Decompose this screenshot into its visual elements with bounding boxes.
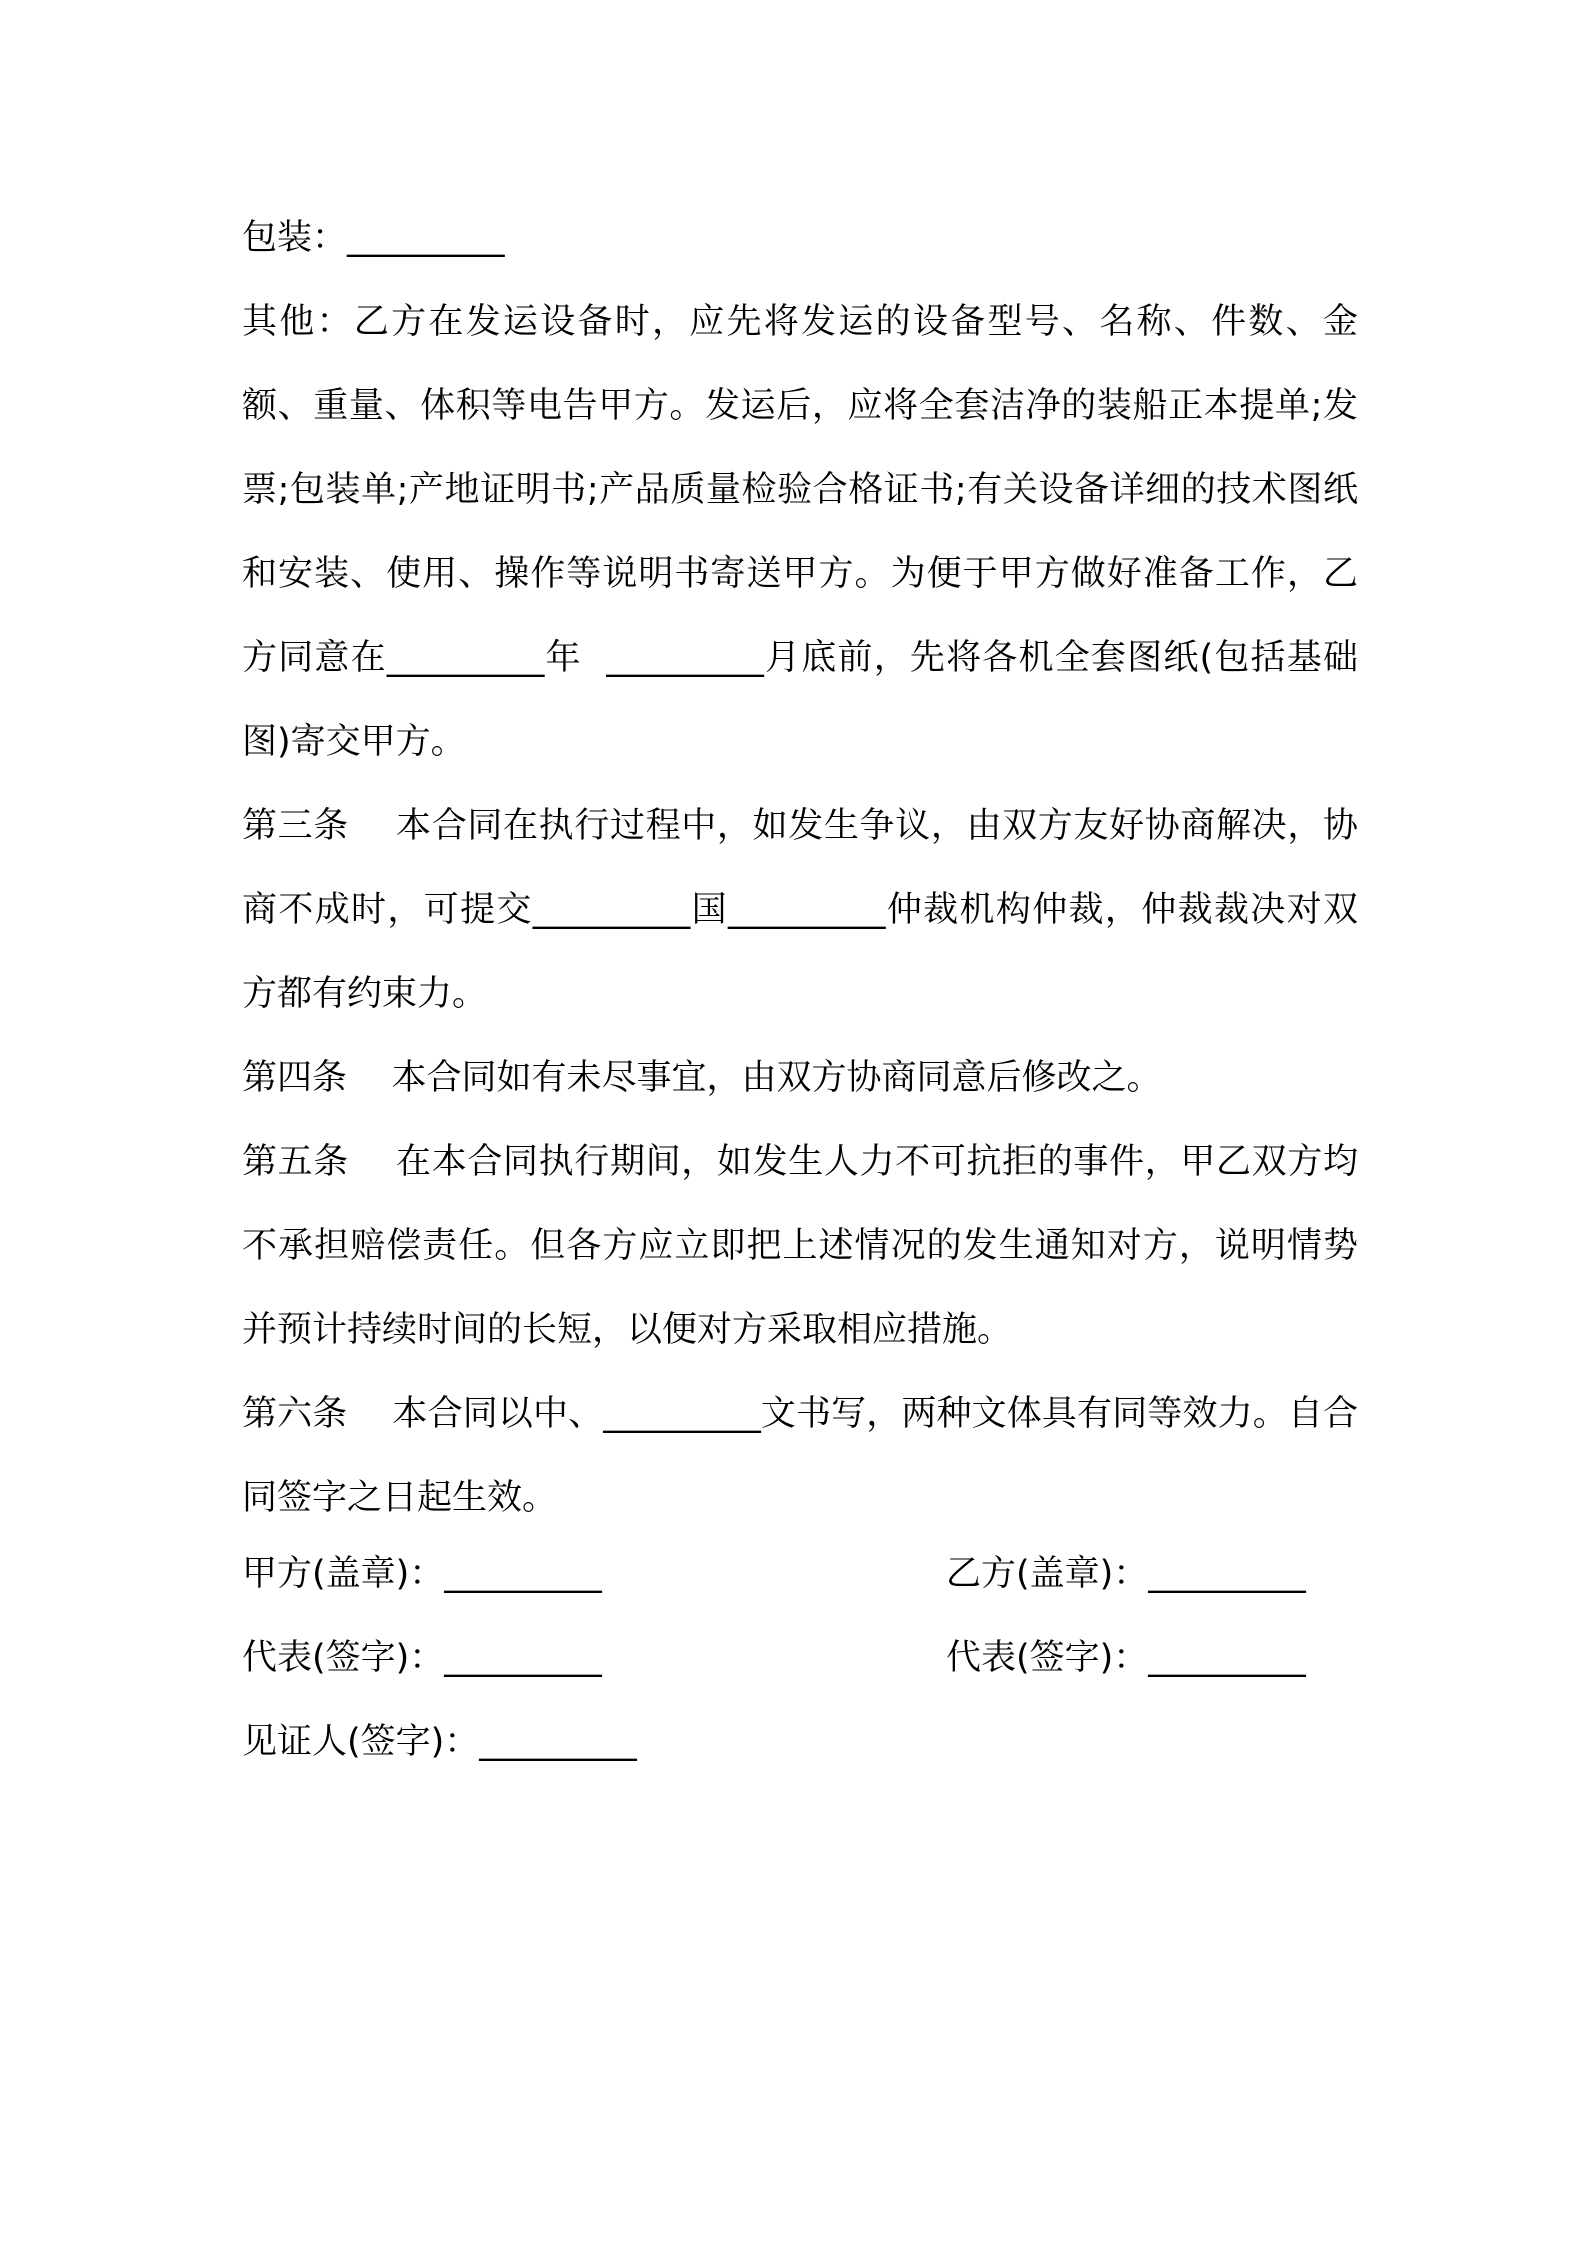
representative-row bbox=[242, 1616, 1358, 1700]
witness-row bbox=[242, 1700, 1358, 1784]
other-clause: 其他：乙方在发运设备时，应先将发运的设备型号、名称、件数、金额、重量、体积等电告甲方。发运后，应将全套洁净的装船正本提单;发票;包装单;产地证明书;产品质量检验合格证书;有关设备详细的技术图纸和安装、使用、操作等说明书寄送甲方。为便于甲方做好准备工作，乙方同意在_________年 _________月底前，先将各机全套图纸(包括基础图)寄交甲方。 bbox=[242, 302, 1358, 762]
party-a-seal: 甲方(盖章)：_________ bbox=[242, 1554, 602, 1594]
witness-signature: 见证人(签字)：_________ bbox=[242, 1722, 637, 1762]
packaging-line: 包装：_________ bbox=[242, 218, 505, 258]
seal-row bbox=[242, 1532, 1358, 1616]
party-b-seal: 乙方(盖章)：_________ bbox=[946, 1554, 1306, 1594]
party-b-representative: 代表(签字)：_________ bbox=[946, 1638, 1306, 1678]
article-5: 第五条 在本合同执行期间，如发生人力不可抗拒的事件，甲乙双方均不承担赔偿责任。但各方应立即把上述情况的发生通知对方，说明情势并预计持续时间的长短，以便对方采取相应措施。 bbox=[242, 1142, 1358, 1350]
article-4: 第四条 本合同如有未尽事宜，由双方协商同意后修改之。 bbox=[242, 1058, 1162, 1098]
article-3: 第三条 本合同在执行过程中，如发生争议，由双方友好协商解决，协商不成时，可提交_________国_________仲裁机构仲裁，仲裁裁决对双方都有约束力。 bbox=[242, 806, 1358, 1014]
party-a-representative: 代表(签字)：_________ bbox=[242, 1638, 602, 1678]
contract-body bbox=[242, 196, 1358, 1540]
signature-block bbox=[242, 1532, 1358, 1784]
article-6: 第六条 本合同以中、_________文书写，两种文体具有同等效力。自合同签字之日起生效。 bbox=[242, 1394, 1358, 1518]
